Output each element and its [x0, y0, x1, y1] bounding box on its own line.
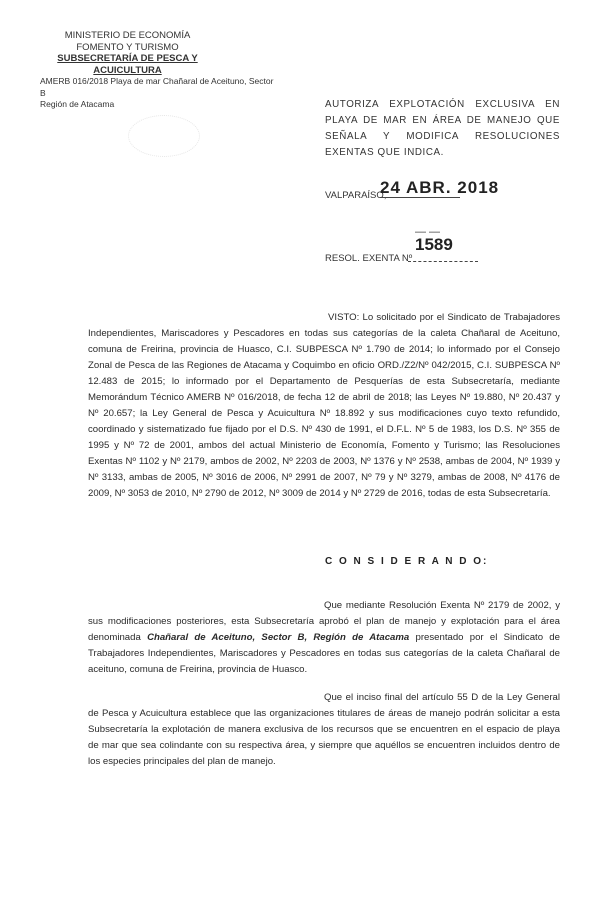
ministry-subname: FOMENTO Y TURISMO	[76, 41, 179, 53]
amerb-reference: AMERB 016/2018 Playa de mar Chañaral de Aceituno, Sector B	[40, 76, 274, 98]
c1-text-start: Que mediante Resolución Exenta Nº 2179 de 2002, y sus modificaciones posteriores, esta Subsecretaría aprobó el plan de manejo y explotación para el área denominada	[88, 600, 560, 643]
subsecretary-name: SUBSECRETARÍA DE PESCA Y ACUICULTURA	[57, 53, 198, 76]
ministry-header	[40, 30, 280, 111]
date-stamp: 24 ABR. 2018	[380, 178, 500, 197]
area-name: Chañaral de Aceituno, Sector B, Región de Atacama	[147, 632, 410, 643]
visto-paragraph: VISTO: Lo solicitado por el Sindicato de Trabajadores Independientes, Mariscadores y Pescadores en todas sus categorías de la caleta Chañaral de Aceituno, comuna de Freirina, provincia de Huasco, C.I. SUBPESCA Nº 1.790 de 2014; lo informado por el Consejo Zonal de Pesca de las Regiones de Atacama y Coquimbo en oficio ORD./Z2/Nº 042/2015, C.I. SUBPESCA Nº 12.483 de 2015; lo informado por el Departamento de Pesquerías de esta Subsecretaría, mediante Memorándum Técnico AMERB Nº 016/2018, de fecha 12 de abril de 2018; las Leyes Nº 19.880, Nº 20.437 y Nº 20.657; la Ley General de Pesca y Acuicultura Nº 18.892 y sus modificaciones cuyo texto refundido, coordinado y sistematizado fue fijado por el D.S. Nº 430 de 1991, el D.F.L. Nº 5 de 1983, los D.S. Nº 355 de 1995 y Nº 72 de 2001, ambos del actual Ministerio de Economía, Fomento y Turismo; las Resoluciones Exentas Nº 1102 y Nº 2179, ambos de 2002, Nº 2203 de 2003, Nº 1376 y Nº 2538, ambas de 2004, Nº 1939 y Nº 3133, ambas de 2005, Nº 3016 de 2006, Nº 2991 de 2007, Nº 79 y Nº 3279, ambas de 2008, Nº 4176 de 2009, Nº 3053 de 2010, Nº 2790 de 2012, Nº 3009 de 2014 y Nº 2729 de 2016, todas de esta Subsecretaría.	[88, 312, 560, 499]
resolution-number: 1589	[415, 235, 453, 254]
considerando-heading: C O N S I D E R A N D O:	[325, 556, 489, 567]
resolution-underline	[408, 261, 478, 262]
resolution-mark: — —	[415, 226, 441, 238]
date-underline	[380, 197, 460, 198]
considerando-paragraph-2: Que el inciso final del artículo 55 D de la Ley General de Pesca y Acuicultura establece que las organizaciones titulares de áreas de manejo podrán solicitar a esta Subsecretaría la explotación de manera exclusiva de los recursos que se encuentren en el espacio de playa de mar que sea colindante con su respectiva área, y siempre que aquéllos se encuentren incluidos dentro de los especies principales del plan de manejo.	[88, 692, 560, 767]
faded-stamp	[128, 115, 200, 157]
region-line: Región de Atacama	[40, 99, 115, 109]
date-label: VALPARAÍSO,	[325, 190, 387, 201]
considerando-paragraph-1	[88, 598, 560, 678]
c1-text-end: presentado por el Sindicato de Trabajadores Independientes, Mariscadores y Pescadores en todas sus categorías de la caleta Chañaral de aceituno, comuna de Freirina, provincia de Huasco.	[88, 632, 560, 675]
ministry-name: MINISTERIO DE ECONOMÍA	[64, 30, 191, 41]
resolution-label: RESOL. EXENTA Nº	[325, 253, 413, 264]
resolution-subject: AUTORIZA EXPLOTACIÓN EXCLUSIVA EN PLAYA DE MAR EN ÁREA DE MANEJO QUE SEÑALA Y MODIFICA RESOLUCIONES EXENTAS QUE INDICA.	[325, 99, 560, 158]
